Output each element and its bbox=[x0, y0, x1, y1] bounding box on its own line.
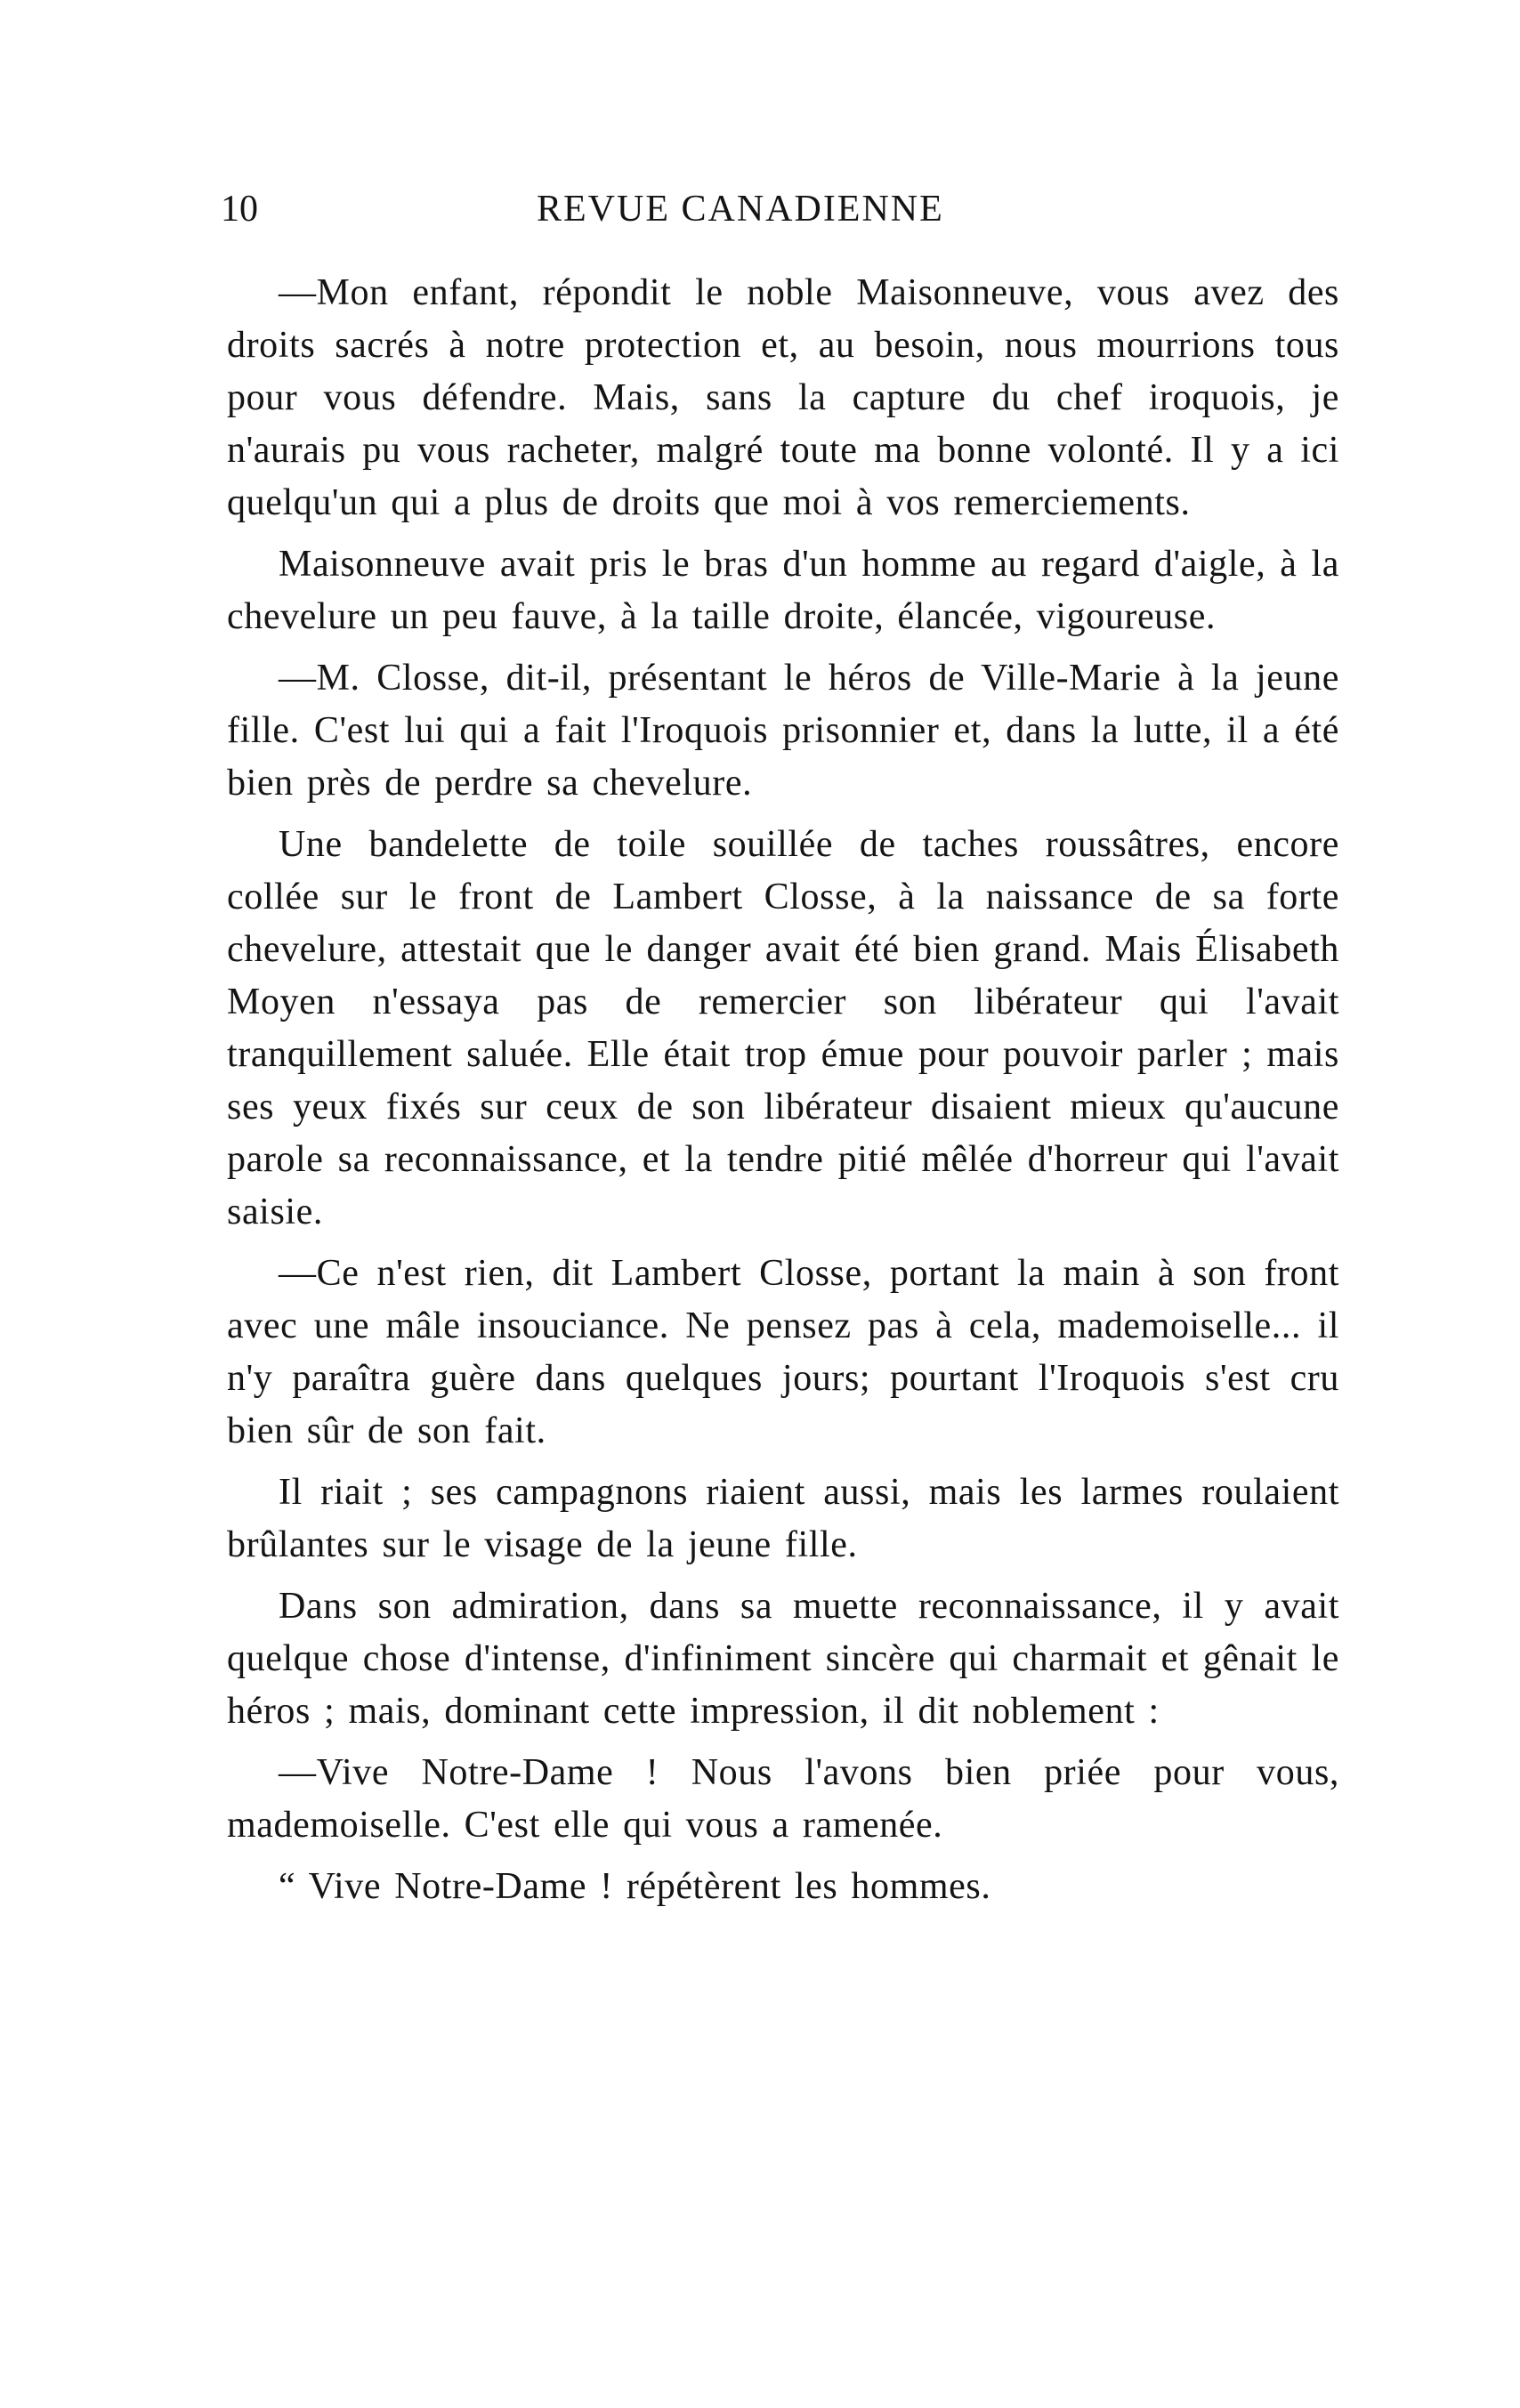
paragraph-7: Dans son admiration, dans sa muette reconnaissance, il y avait quelque chose d'intense, d'infiniment sincère qui charmait et gênait le héros ; mais, dominant cette impression, il dit noblement : bbox=[227, 1586, 1339, 1732]
paragraph-1: —Mon enfant, répondit le noble Maisonneuve, vous avez des droits sacrés à notre protection et, au besoin, nous mourrions tous pour vous défendre. Mais, sans la capture du chef iroquois, je n'aurais pu vous racheter, malgré toute ma bonne volonté. Il y a ici quelqu'un qui a plus de droits que moi à vos remerciements. bbox=[227, 272, 1339, 523]
paragraph-2: Maisonneuve avait pris le bras d'un homme au regard d'aigle, à la chevelure un peu fauve, à la taille droite, élancée, vigoureuse. bbox=[227, 544, 1339, 637]
page-number: 10 bbox=[221, 189, 258, 230]
body-text bbox=[227, 267, 1339, 1913]
paragraph-5: —Ce n'est rien, dit Lambert Closse, portant la main à son front avec une mâle insouciance. Ne pensez pas à cela, mademoiselle... il n'y paraîtra guère dans quelques jours; pourtant l'Iroquois s'est cru bien sûr de son fait. bbox=[227, 1253, 1339, 1451]
paragraph-6: Il riait ; ses campagnons riaient aussi, mais les larmes roulaient brûlantes sur le visage de la jeune fille. bbox=[227, 1472, 1339, 1565]
paragraph-3: —M. Closse, dit-il, présentant le héros de Ville-Marie à la jeune fille. C'est lui qui a fait l'Iroquois prisonnier et, dans la lutte, il a été bien près de perdre sa chevelure. bbox=[227, 658, 1339, 804]
paragraph-8: —Vive Notre-Dame ! Nous l'avons bien priée pour vous, mademoiselle. C'est elle qui vous a ramenée. bbox=[227, 1752, 1339, 1846]
paragraph-9: “ Vive Notre-Dame ! répétèrent les hommes. bbox=[279, 1866, 991, 1907]
paragraph-4: Une bandelette de toile souillée de taches roussâtres, encore collée sur le front de Lambert Closse, à la naissance de sa forte chevelure, attestait que le danger avait été bien grand. Mais Élisabeth Moyen n'essaya pas de remercier son libérateur qui l'avait tranquillement saluée. Elle était trop émue pour pouvoir parler ; mais ses yeux fixés sur ceux de son libérateur disaient mieux qu'aucune parole sa reconnaissance, et la tendre pitié mêlée d'horreur qui l'avait saisie. bbox=[227, 824, 1339, 1232]
running-title: REVUE CANADIENNE bbox=[537, 189, 944, 230]
running-head bbox=[221, 178, 1333, 240]
